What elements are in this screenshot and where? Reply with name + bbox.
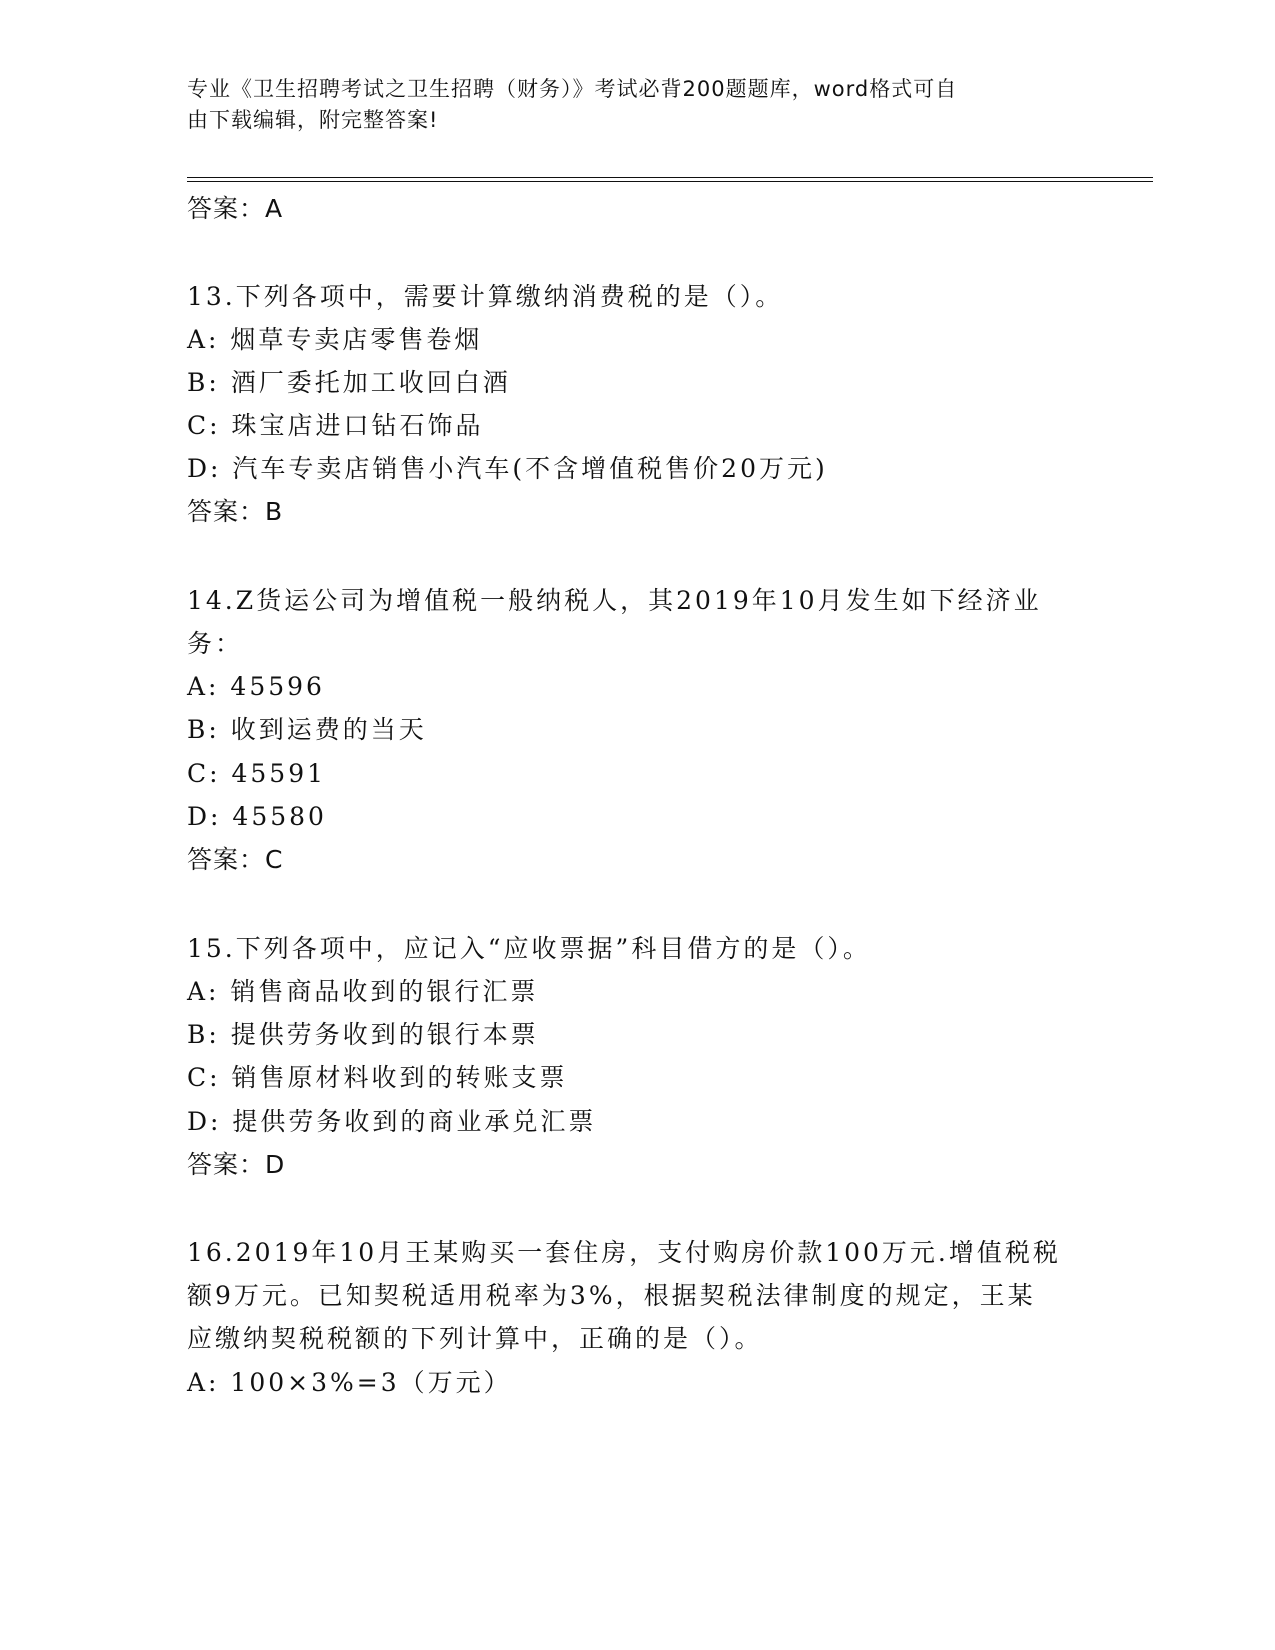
q14-answer: 答案：C xyxy=(187,845,284,874)
q16-option-a: A: 100×3%=3（万元） xyxy=(187,1368,512,1397)
q16-question-line-1: 16.2019年10月王某购买一套住房，支付购房价款100万元.增值税税 xyxy=(187,1238,1061,1267)
q15-option-a: A: 销售商品收到的银行汇票 xyxy=(187,977,539,1006)
header-line-2: 由下载编辑，附完整答案! xyxy=(187,108,439,132)
q13-question: 13.下列各项中，需要计算缴纳消费税的是（）。 xyxy=(187,282,784,311)
header-divider-top xyxy=(187,177,1153,178)
header-divider-bottom xyxy=(187,181,1153,182)
q15-answer: 答案：D xyxy=(187,1150,286,1179)
q14-option-d: D: 45580 xyxy=(187,802,327,831)
q15-option-b: B: 提供劳务收到的银行本票 xyxy=(187,1020,539,1049)
q14-option-b: B: 收到运费的当天 xyxy=(187,715,427,744)
q14-question-line-2: 务： xyxy=(187,629,244,658)
q15-question: 15.下列各项中，应记入“应收票据”科目借方的是（）。 xyxy=(187,934,871,963)
document-header xyxy=(187,74,1067,136)
q14-question-line-1: 14.Z货运公司为增值税一般纳税人，其2019年10月发生如下经济业 xyxy=(187,586,1042,615)
header-line-1: 专业《卫生招聘考试之卫生招聘（财务）》考试必背200题题库，word格式可自 xyxy=(187,77,958,101)
q16-question-line-3: 应缴纳契税税额的下列计算中，正确的是（）。 xyxy=(187,1324,763,1353)
q13-option-d: D: 汽车专卖店销售小汽车(不含增值税售价20万元) xyxy=(187,454,828,483)
previous-answer: 答案：A xyxy=(187,194,284,223)
q13-option-a: A: 烟草专卖店零售卷烟 xyxy=(187,325,483,354)
q14-option-a: A: 45596 xyxy=(187,672,325,701)
q16-question-line-2: 额9万元。已知契税适用税率为3%，根据契税法律制度的规定，王某 xyxy=(187,1281,1036,1310)
q14-option-c: C: 45591 xyxy=(187,759,327,788)
q13-option-c: C: 珠宝店进口钻石饰品 xyxy=(187,411,484,440)
q13-answer: 答案：B xyxy=(187,497,284,526)
q15-option-c: C: 销售原材料收到的转账支票 xyxy=(187,1063,568,1092)
q13-option-b: B: 酒厂委托加工收回白酒 xyxy=(187,368,511,397)
q15-option-d: D: 提供劳务收到的商业承兑汇票 xyxy=(187,1107,597,1136)
